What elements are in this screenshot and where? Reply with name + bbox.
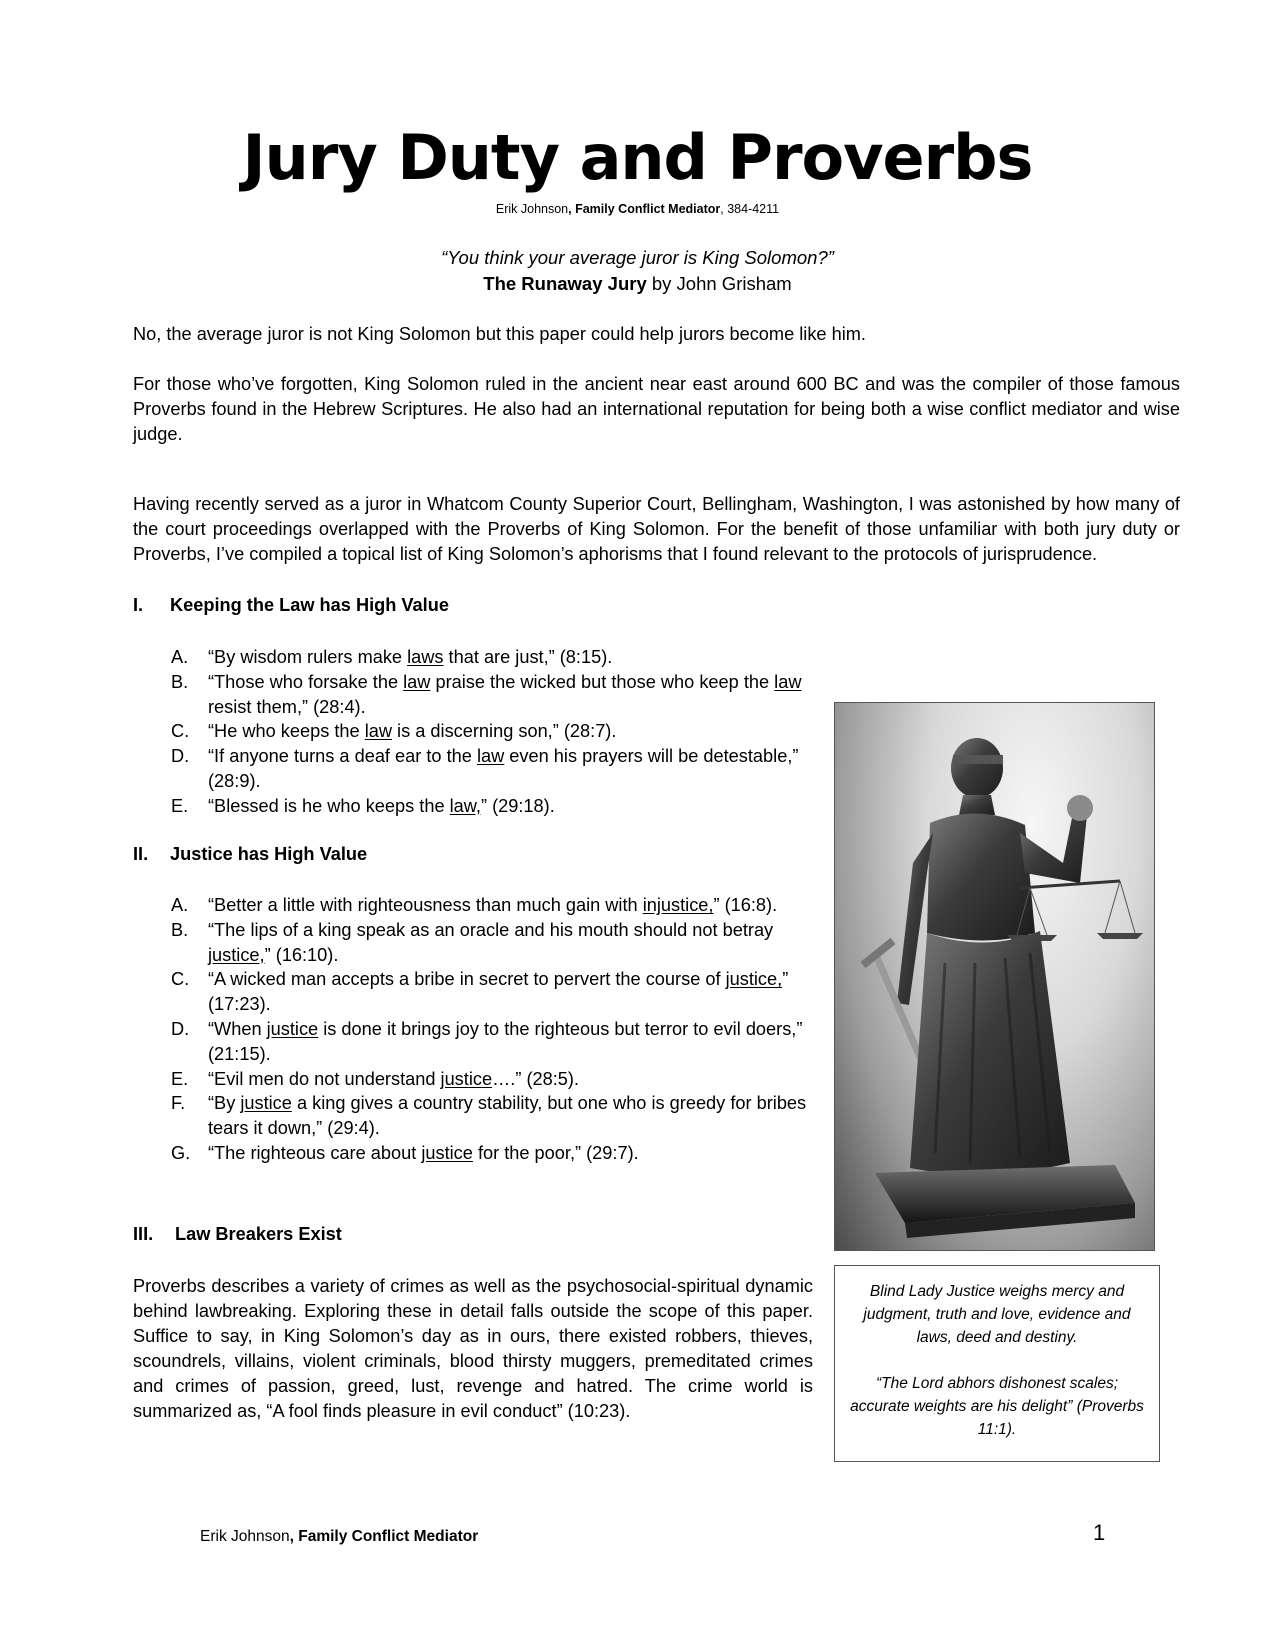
section-1-list: [171, 645, 821, 819]
book-author: by John Grisham: [646, 273, 792, 294]
author-phone: 384-4211: [727, 202, 780, 216]
list-item: B. “Those who forsake the law praise the wicked but those who keep the law resist them,” (28:4).: [171, 671, 802, 717]
footer-name: Erik Johnson: [200, 1528, 290, 1545]
separator: ,: [568, 202, 576, 216]
list-item: G. “The righteous care about justice for the poor,” (29:7).: [171, 1142, 639, 1163]
caption-description: Blind Lady Justice weighs mercy and judgment, truth and love, evidence and laws, deed and destiny.: [863, 1283, 1131, 1346]
section-number: II.: [133, 844, 149, 864]
list-item: E. “Blessed is he who keeps the law,” (29:18).: [171, 795, 555, 816]
footer-author: [200, 1528, 478, 1546]
section-heading-2: [133, 842, 367, 867]
section-heading-1: [133, 593, 449, 618]
list-item: D. “When justice is done it brings joy to the righteous but terror to evil doers,” (21:15).: [171, 1018, 803, 1064]
book-title: The Runaway Jury: [483, 273, 647, 294]
section-title: Justice has High Value: [170, 844, 368, 864]
page-title: Jury Duty and Proverbs: [242, 121, 1033, 194]
lady-justice-photo: [834, 702, 1155, 1251]
author-name: Erik Johnson: [495, 202, 569, 216]
list-item: A. “By wisdom rulers make laws that are just,” (8:15).: [171, 647, 613, 667]
epigraph-quote: “You think your average juror is King Solomon?”: [441, 247, 834, 268]
list-item: D. “If anyone turns a deaf ear to the law even his prayers will be detestable,” (28:9).: [171, 746, 799, 791]
section-heading-3: [133, 1222, 342, 1247]
section-number: III.: [133, 1224, 154, 1244]
lady-justice-statue-icon: [835, 703, 1155, 1251]
intro-paragraph-3: Having recently served as a juror in Whatcom County Superior Court, Bellingham, Washington, I was astonished by how many of the court proceedings overlapped with the Proverbs of King Solomon. For the benefit of those unfamiliar with both jury duty or Proverbs, I’ve compiled a topical list of King Solomon’s aphorisms that I found relevant to the protocols of jurisprudence.: [133, 494, 1180, 564]
section-title: Keeping the Law has High Value: [170, 595, 449, 615]
list-item: E. “Evil men do not understand justice….” (28:5).: [171, 1068, 580, 1089]
section-number: I.: [133, 595, 144, 615]
page-number: 1: [1093, 1520, 1106, 1545]
list-item: A. “Better a little with righteousness than much gain with injustice,” (16:8).: [171, 895, 778, 915]
list-item: B. “The lips of a king speak as an oracle and his mouth should not betray justice,” (16:10).: [171, 919, 774, 965]
list-item: F. “By justice a king gives a country stability, but one who is greedy for bribes tears it down,” (29:4).: [171, 1093, 807, 1139]
list-item: C. “He who keeps the law is a discerning son,” (28:7).: [171, 721, 617, 742]
epigraph-source: [0, 271, 1275, 297]
section-2-list: [171, 893, 821, 1166]
caption-proverb-quote: “The Lord abhors dishonest scales; accurate weights are his delight” (Proverbs 11:1).: [850, 1375, 1144, 1438]
section-3-paragraph: Proverbs describes a variety of crimes as well as the psychosocial-spiritual dynamic behind lawbreaking. Exploring these in detail falls outside the scope of this paper. Suffice to say, in King Solomon’s day as in ours, there existed robbers, thieves, scoundrels, villains, violent criminals, blood thirsty muggers, premeditated crimes and crimes of passion, greed, lust, revenge and hatred. The crime world is summarized as, “A fool finds pleasure in evil conduct” (10:23).: [133, 1276, 813, 1421]
author-byline: [0, 202, 1275, 216]
section-title: Law Breakers Exist: [175, 1224, 342, 1244]
footer-role: Family Conflict Mediator: [298, 1528, 479, 1545]
author-role: Family Conflict Mediator: [575, 202, 721, 216]
epigraph: [0, 245, 1275, 297]
intro-paragraph-1: No, the average juror is not King Solomon but this paper could help jurors become like him.: [133, 324, 866, 344]
figure-caption-box: [834, 1265, 1160, 1462]
intro-paragraph-2: For those who’ve forgotten, King Solomon ruled in the ancient near east around 600 BC and was the compiler of those famous Proverbs found in the Hebrew Scriptures. He also had an international reputation for being both a wise conflict mediator and wise judge.: [133, 374, 1180, 444]
list-item: C. “A wicked man accepts a bribe in secret to pervert the course of justice,” (17:23).: [171, 969, 789, 1015]
separator: ,: [720, 202, 728, 216]
footer-separator: ,: [289, 1528, 299, 1545]
